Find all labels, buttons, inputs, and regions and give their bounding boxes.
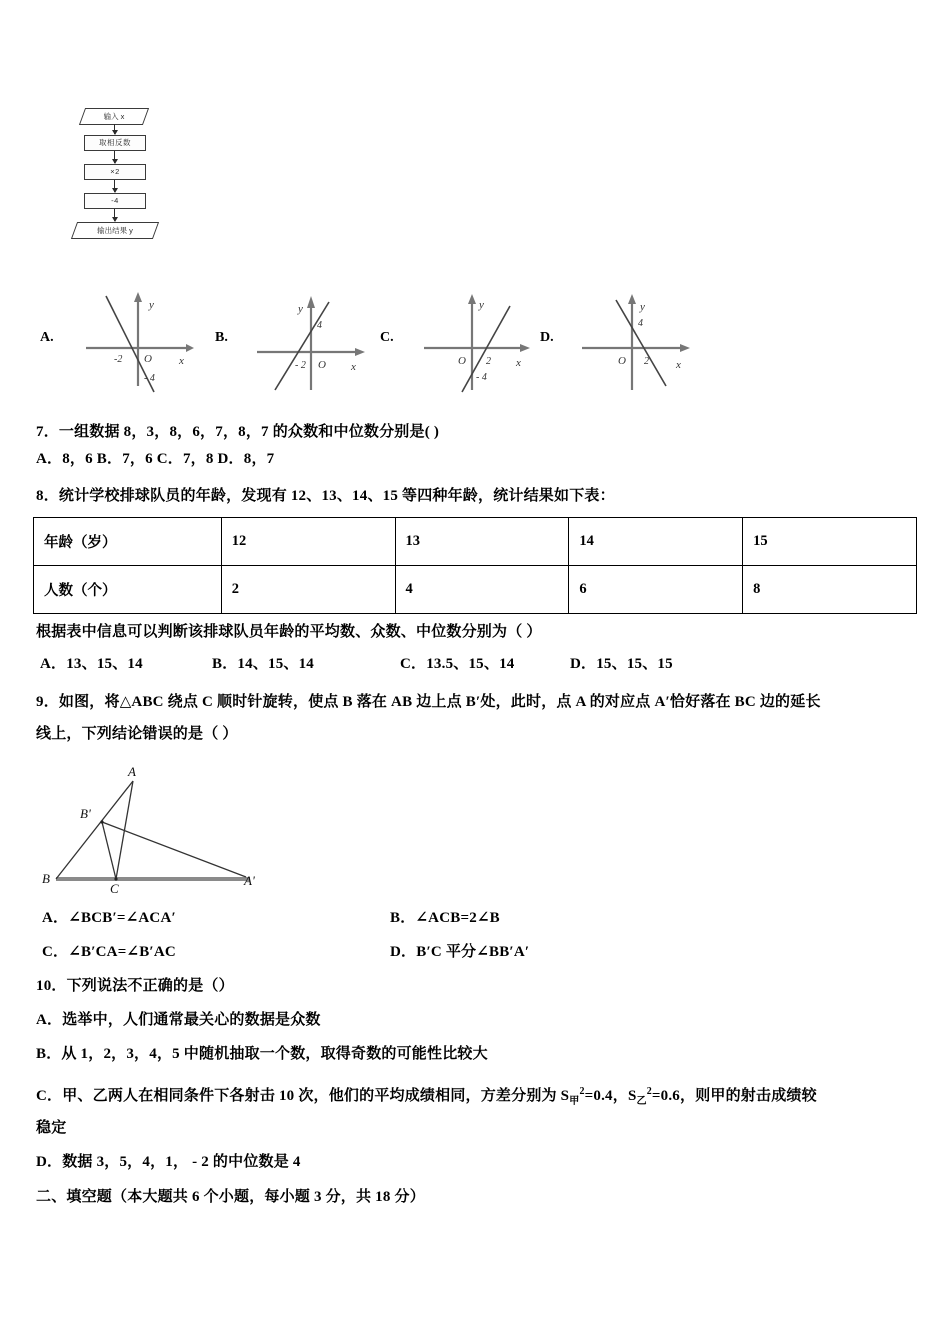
svg-text:A: A	[128, 765, 136, 779]
flowchart-node-output: 输出结果 y	[71, 222, 159, 239]
svg-text:y: y	[298, 303, 303, 315]
question-10-stem: 10．下列说法不正确的是（）	[36, 978, 234, 994]
svg-text:-2: -2	[114, 354, 123, 365]
question-9-triangle-figure	[40, 765, 280, 895]
question-8-option-b: B．14、15、14	[212, 656, 315, 672]
svg-text:x: x	[516, 357, 521, 369]
question-9-stem-line1: 9．如图，将△ABC 绕点 C 顺时针旋转，使点 B 落在 AB 边上点 B′处，此时，点 A 的对应点 A′恰好落在 BC 边的延长	[36, 694, 821, 710]
graph-option-d-label: D.	[540, 330, 554, 345]
question-8-option-c: C．13.5、15、14	[400, 656, 515, 672]
svg-text:B': B'	[80, 806, 91, 821]
table-cell: 2	[221, 566, 395, 614]
question-9-stem-line2: 线上，下列结论错误的是（ ）	[36, 726, 238, 742]
question-10-option-d: D．数据 3，5，4，1， - 2 的中位数是 4	[36, 1154, 301, 1170]
flowchart-figure	[70, 108, 230, 266]
table-cell: 4	[395, 566, 569, 614]
svg-text:2: 2	[486, 356, 491, 367]
graph-options-row	[40, 286, 920, 396]
svg-text:O: O	[144, 353, 152, 365]
question-9-option-d: D．B′C 平分∠BB′A′	[390, 944, 530, 960]
table-cell: 12	[221, 518, 395, 566]
svg-text:y: y	[640, 301, 645, 313]
age-statistics-table	[33, 517, 917, 614]
svg-text:C: C	[110, 881, 119, 895]
table-row	[34, 518, 917, 566]
question-8-stem: 8．统计学校排球队员的年龄，发现有 12、13、14、15 等四种年龄，统计结果如下表：	[36, 488, 615, 504]
table-cell: 15	[743, 518, 917, 566]
svg-text:x: x	[351, 361, 356, 373]
question-8-option-a: A．13、15、14	[40, 656, 143, 672]
table-row-header: 人数（个）	[34, 566, 222, 614]
svg-text:- 2: - 2	[295, 360, 306, 371]
table-row-header: 年龄（岁）	[34, 518, 222, 566]
flowchart-node-input: 输入 x	[79, 108, 149, 125]
question-9-option-c: C．∠B′CA=∠B′AC	[42, 944, 176, 960]
option-c-text-pre: C．甲、乙两人在相同条件下各射击 10 次，他们的平均成绩相同，方差分别为 S	[36, 1088, 570, 1104]
table-cell: 13	[395, 518, 569, 566]
svg-text:4: 4	[317, 320, 322, 331]
graph-option-c-label: C.	[380, 330, 394, 345]
section-2-heading: 二、填空题（本大题共 6 个小题，每小题 3 分，共 18 分）	[36, 1189, 425, 1205]
flowchart-node-subtract: -4	[84, 193, 146, 209]
svg-text:2: 2	[644, 356, 649, 367]
graph-option-b-label: B.	[215, 330, 228, 345]
table-cell: 14	[569, 518, 743, 566]
graph-option-a	[40, 286, 215, 396]
question-10-option-c-line2: 稳定	[36, 1120, 67, 1136]
table-cell: 8	[743, 566, 917, 614]
svg-text:x: x	[676, 359, 681, 371]
svg-text:- 4: - 4	[144, 373, 155, 384]
svg-text:y: y	[479, 299, 484, 311]
flowchart-arrow-2	[114, 151, 115, 163]
svg-text:y: y	[149, 299, 154, 311]
graph-option-a-plot	[66, 286, 206, 394]
question-10-option-a: A．选举中，人们通常最关心的数据是众数	[36, 1012, 321, 1028]
flowchart-node-multiply: ×2	[84, 164, 146, 180]
flowchart-arrow-3	[114, 180, 115, 192]
question-9-option-b: B．∠ACB=2∠B	[390, 910, 500, 926]
question-7-options: A．8，6 B．7，6 C．7，8 D．8，7	[36, 451, 275, 467]
svg-text:O: O	[318, 359, 326, 371]
table-row	[34, 566, 917, 614]
option-c-text-mid: =0.4，S	[584, 1088, 637, 1104]
flowchart-arrow-4	[114, 209, 115, 221]
flowchart-node-negate: 取相反数	[84, 135, 146, 151]
svg-text:A': A'	[244, 873, 255, 888]
question-8-followup: 根据表中信息可以判断该排球队员年龄的平均数、众数、中位数分别为（ ）	[36, 624, 542, 640]
question-10-option-b: B．从 1，2，3，4，5 中随机抽取一个数，取得奇数的可能性比较大	[36, 1046, 488, 1062]
question-7-stem: 7．一组数据 8，3，8，6，7，8，7 的众数和中位数分别是( )	[36, 424, 440, 440]
option-c-text-post: =0.6，则甲的射击成绩较	[651, 1088, 817, 1104]
question-8-option-d: D．15、15、15	[570, 656, 673, 672]
svg-text:O: O	[618, 355, 626, 367]
table-cell: 6	[569, 566, 743, 614]
svg-text:B: B	[42, 871, 50, 886]
option-c-subscript-jia: 甲	[569, 1096, 580, 1107]
graph-option-c	[380, 286, 555, 396]
option-c-superscript-1: 2	[579, 1086, 585, 1097]
flowchart-arrow-1	[114, 124, 115, 134]
question-9-option-a: A．∠BCB′=∠ACA′	[42, 910, 176, 926]
option-c-subscript-yi: 乙	[636, 1096, 647, 1107]
graph-option-b	[215, 286, 390, 396]
graph-option-d	[540, 286, 715, 396]
question-10-option-c-line1	[36, 1084, 817, 1107]
graph-option-c-plot	[406, 286, 546, 394]
svg-text:4: 4	[638, 318, 643, 329]
graph-option-d-plot	[566, 286, 706, 394]
graph-option-a-label: A.	[40, 330, 54, 345]
svg-text:O: O	[458, 355, 466, 367]
svg-text:- 4: - 4	[476, 372, 487, 383]
svg-text:x: x	[179, 355, 184, 367]
graph-option-b-plot	[241, 286, 381, 394]
option-c-superscript-2: 2	[646, 1086, 652, 1097]
